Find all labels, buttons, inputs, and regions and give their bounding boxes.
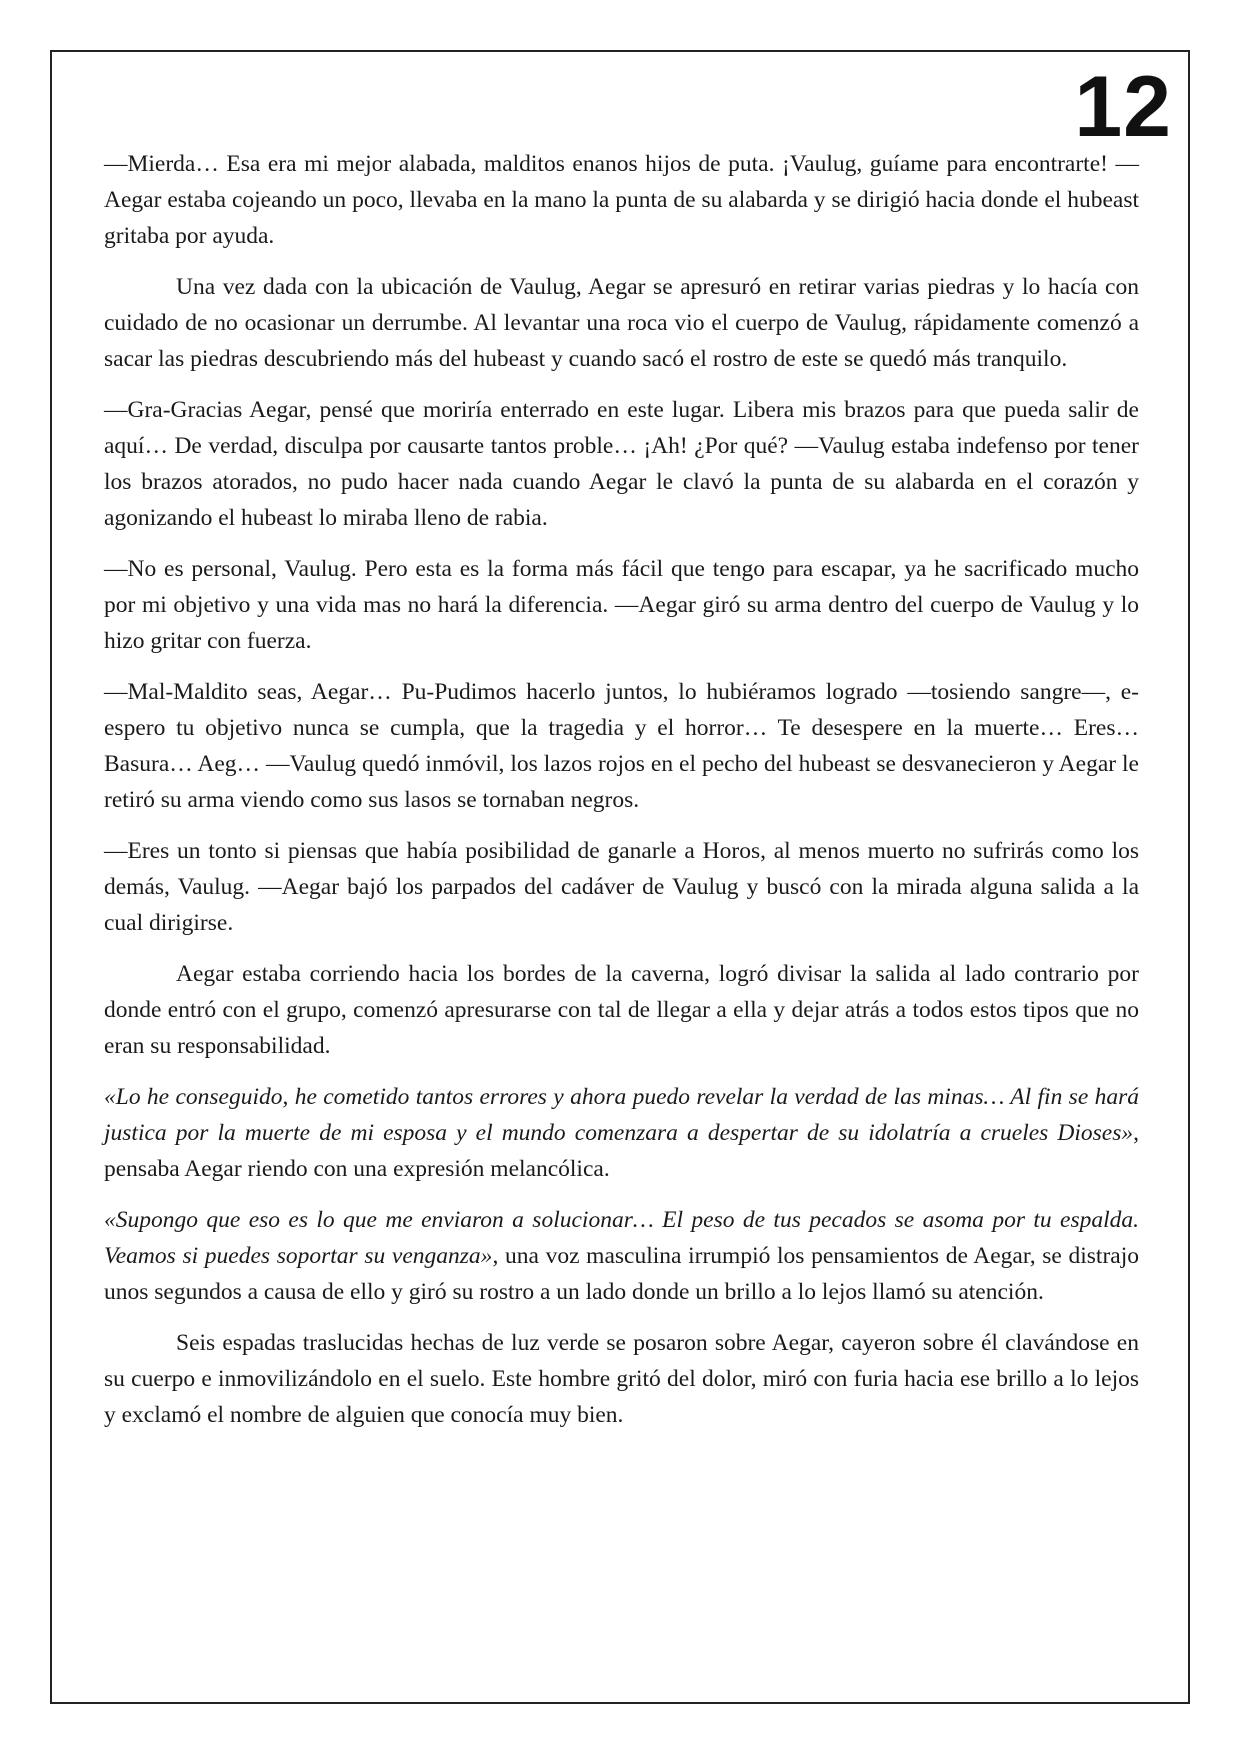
paragraph-dialogue: —Eres un tonto si piensas que había posibilidad de ganarle a Horos, al menos muerto no sufrirás como los demás, Vaulug. —Aegar bajó los parpados del cadáver de Vaulug y buscó con la mirada alguna salida a la cual dirigirse. xyxy=(104,838,1139,936)
thought-attribution: , pensaba Aegar riendo con una expresión melancólica. xyxy=(104,1120,1139,1182)
chapter-text xyxy=(104,146,1139,1448)
paragraph-thought xyxy=(104,1079,1139,1187)
inner-thought: «Supongo que eso es lo que me enviaron a solucionar… El peso de tus pecados se asoma por tu espalda. Veamos si puedes soportar su venganza» xyxy=(104,1207,1139,1269)
thought-attribution: , una voz masculina irrumpió los pensamientos de Aegar, se distrajo unos segundos a causa de ello y giró su rostro a un lado donde un brillo a lo lejos llamó su atención. xyxy=(104,1243,1139,1305)
paragraph-dialogue: —Mal-Maldito seas, Aegar… Pu-Pudimos hacerlo juntos, lo hubiéramos logrado —tosiendo sangre—, e-espero tu objetivo nunca se cumpla, que la tragedia y el horror… Te desespere en la muerte… Eres… Basura… Aeg… —Vaulug quedó inmóvil, los lazos rojos en el pecho del hubeast se desvanecieron y Aegar le retiró su arma viendo como sus lasos se tornaban negros. xyxy=(104,679,1139,813)
paragraph-narration: Seis espadas traslucidas hechas de luz verde se posaron sobre Aegar, cayeron sobre él clavándose en su cuerpo e inmovilizándolo en el suelo. Este hombre gritó del dolor, miró con furia hacia ese brillo a lo lejos y exclamó el nombre de alguien que conocía muy bien. xyxy=(104,1330,1139,1428)
paragraph-dialogue: —Gra-Gracias Aegar, pensé que moriría enterrado en este lugar. Libera mis brazos para que pueda salir de aquí… De verdad, disculpa por causarte tantos proble… ¡Ah! ¿Por qué? —Vaulug estaba indefenso por tener los brazos atorados, no pudo hacer nada cuando Aegar le clavó la punta de su alabarda en el corazón y agonizando el hubeast lo miraba lleno de rabia. xyxy=(104,397,1139,531)
page-number: 12 xyxy=(1074,59,1172,155)
paragraph-narration: Aegar estaba corriendo hacia los bordes de la caverna, logró divisar la salida al lado contrario por donde entró con el grupo, comenzó apresurarse con tal de llegar a ella y dejar atrás a todos estos tipos que no eran su responsabilidad. xyxy=(104,961,1139,1059)
paragraph-dialogue: —No es personal, Vaulug. Pero esta es la forma más fácil que tengo para escapar, ya he sacrificado mucho por mi objetivo y una vida mas no hará la diferencia. —Aegar giró su arma dentro del cuerpo de Vaulug y lo hizo gritar con fuerza. xyxy=(104,556,1139,654)
paragraph-dialogue: —Mierda… Esa era mi mejor alabada, malditos enanos hijos de puta. ¡Vaulug, guíame para encontrarte! —Aegar estaba cojeando un poco, llevaba en la mano la punta de su alabarda y se dirigió hacia donde el hubeast gritaba por ayuda. xyxy=(104,151,1139,249)
paragraph-thought xyxy=(104,1202,1139,1310)
inner-thought: «Lo he conseguido, he cometido tantos errores y ahora puedo revelar la verdad de las minas… Al fin se hará justica por la muerte de mi esposa y el mundo comenzara a despertar de su idolatría a crueles Dioses» xyxy=(104,1084,1139,1146)
paragraph-narration: Una vez dada con la ubicación de Vaulug, Aegar se apresuró en retirar varias piedras y lo hacía con cuidado de no ocasionar un derrumbe. Al levantar una roca vio el cuerpo de Vaulug, rápidamente comenzó a sacar las piedras descubriendo más del hubeast y cuando sacó el rostro de este se quedó más tranquilo. xyxy=(104,274,1139,372)
